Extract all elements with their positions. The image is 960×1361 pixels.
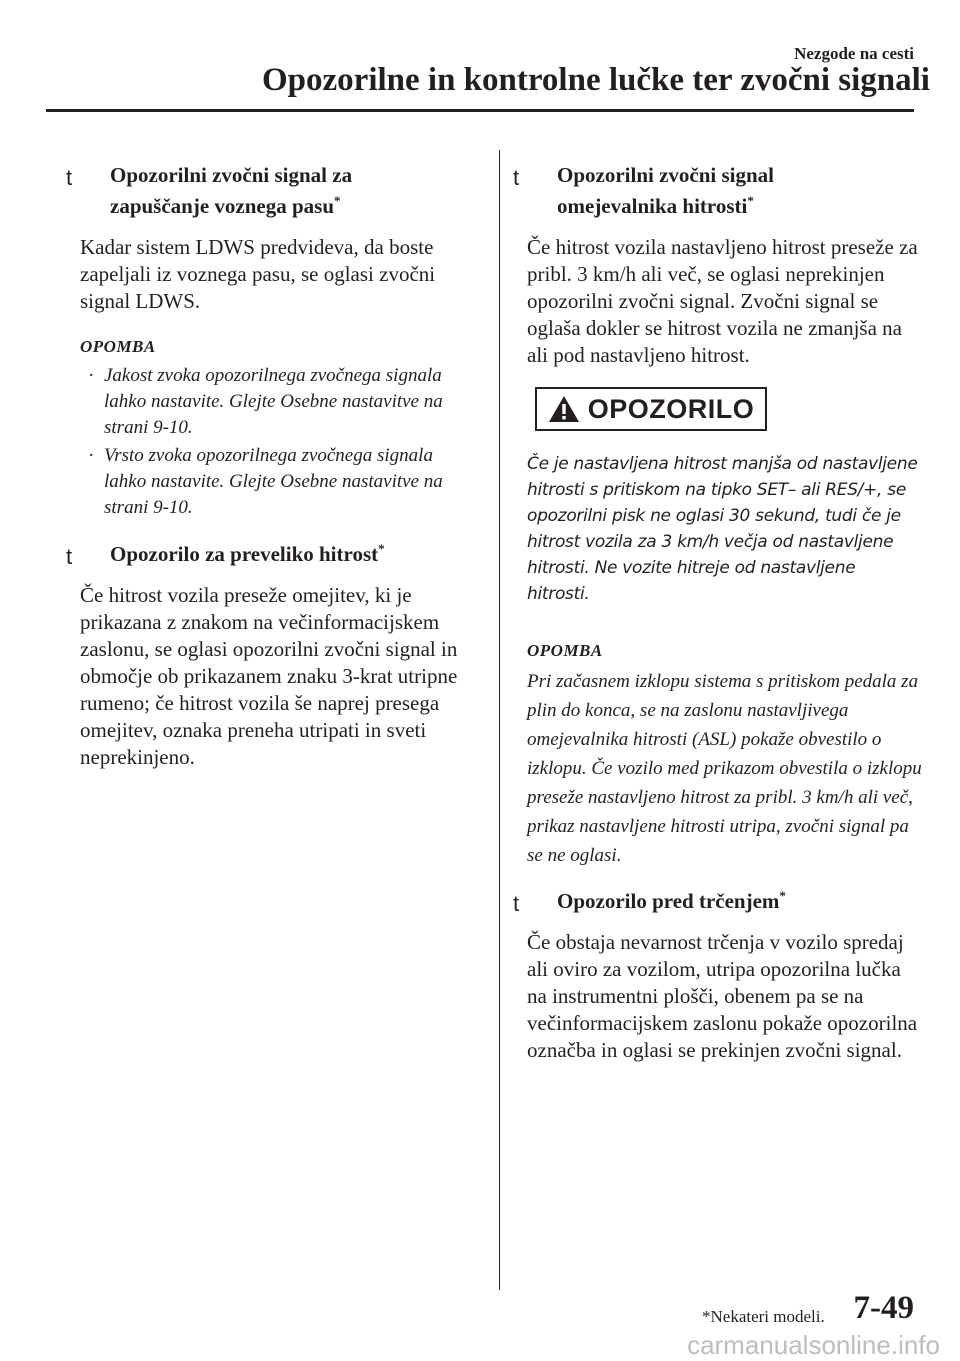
- right-column: [513, 160, 922, 1064]
- section-marker-icon: t: [66, 165, 73, 190]
- section-body: Kadar sistem LDWS predvideva, da boste zapeljali iz voznega pasu, se oglasi zvočni signal LDWS.: [80, 235, 436, 313]
- note-text: Pri začasnem izklopu sistema s pritiskom pedala za plin do konca, se na zaslonu nastavljivega omejevalnika hitrosti (ASL) pokaže obvestilo o izklopu. Če vozilo med prikazom obvestila o izklopu preseže nastavljeno hitrost za pribl. 3 km/h ali več, prikaz nastavljene hitrosti utripa, zvočni signal pa se ne oglasi.: [527, 671, 922, 866]
- note-label: OPOMBA: [80, 337, 156, 356]
- page-title: Opozorilne in kontrolne lučke ter zvočni signali: [262, 62, 930, 98]
- section-heading-speed-limiter: [513, 160, 922, 222]
- section-heading-overspeed: [66, 539, 475, 570]
- header-rule: [46, 109, 914, 112]
- section-body: Če obstaja nevarnost trčenja v vozilo spredaj ali oviro za vozilom, utripa opozorilna lučka na instrumentni plošči, obenem pa se na večinformacijskem zaslonu pokaže opozorilna označba in oglasi se prekinjen zvočni signal.: [527, 930, 918, 1062]
- note-label: OPOMBA: [527, 641, 603, 660]
- note-item: · Jakost zvoka opozorilnega zvočnega signala lahko nastavite. Glejte Osebne nastavitve na strani 9-10.: [80, 363, 475, 441]
- section-marker-icon: t: [513, 165, 520, 190]
- heading-line: zapuščanje voznega pasu: [110, 194, 335, 218]
- header-section-name: Nezgode na cesti: [794, 44, 914, 63]
- section-marker-icon: t: [66, 544, 73, 569]
- column-divider: [499, 150, 500, 1290]
- left-column: [66, 160, 475, 771]
- asterisk-footnote-mark: *: [747, 193, 754, 208]
- heading-line: Opozorilni zvočni signal za: [110, 163, 353, 187]
- section-heading-collision: [513, 886, 922, 917]
- section-body: Če hitrost vozila nastavljeno hitrost preseže za pribl. 3 km/h ali več, se oglasi neprekinjen opozorilni zvočni signal. Zvočni signal se oglaša dokler se hitrost vozila ne zmanjša na ali pod nastavljeno hitrost.: [527, 235, 918, 367]
- warning-label: OPOZORILO: [587, 393, 755, 424]
- section-body: Če hitrost vozila preseže omejitev, ki je prikazana z znakom na večinformacijskem zaslonu, se oglasi opozorilni zvočni signal in območje ob prikazanem znaku 3-krat utripne rumeno; če hitrost vozila še naprej presega omejitev, oznaka preneha utripati in sveti neprekinjeno.: [80, 583, 458, 769]
- note-list: [80, 363, 475, 521]
- warning-text: Če je nastavljena hitrost manjša od nastavljene hitrosti s pritiskom na tipko SET– ali RES/+, se opozorilni pisk ne oglasi 30 sekund, tudi če je hitrost vozila za 3 km/h večja od nastavljene hitrosti. Ne vozite hitreje od nastavljene hitrosti.: [527, 454, 918, 604]
- warning-triangle-icon: [548, 395, 580, 423]
- page-number: 7-49: [853, 1290, 914, 1326]
- heading-line: omejevalnika hitrosti: [557, 194, 748, 218]
- asterisk-footnote-mark: *: [378, 541, 385, 556]
- section-heading-lane-departure: [66, 160, 475, 222]
- asterisk-footnote-mark: *: [779, 888, 786, 903]
- watermark: carmanualsonline.info: [687, 1330, 940, 1360]
- heading-line: Opozorilni zvočni signal: [557, 163, 775, 187]
- asterisk-footnote-mark: *: [334, 193, 341, 208]
- section-marker-icon: t: [513, 891, 520, 916]
- footnote: *Nekateri modeli.: [702, 1307, 825, 1326]
- heading-line: Opozorilo za preveliko hitrost: [110, 542, 379, 566]
- note-item: · Vrsto zvoka opozorilnega zvočnega signala lahko nastavite. Glejte Osebne nastavitve na strani 9-10.: [80, 443, 475, 521]
- heading-line: Opozorilo pred trčenjem: [557, 889, 780, 913]
- warning-box: [535, 387, 767, 431]
